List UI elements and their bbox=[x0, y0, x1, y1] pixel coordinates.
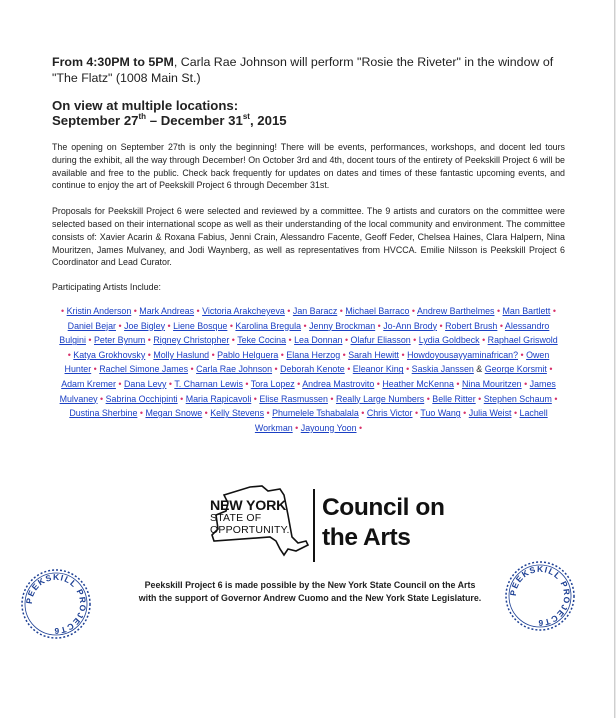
artist-link[interactable]: Rigney Christopher bbox=[153, 335, 230, 346]
council-line-1: Council on bbox=[322, 494, 445, 521]
artist-link[interactable]: Olafur Eliasson bbox=[350, 335, 411, 346]
artist-bullet: • bbox=[211, 349, 215, 360]
funding-line-1: Peekskill Project 6 is made possible by the New York State Council on the Arts bbox=[144, 580, 476, 590]
council-text bbox=[322, 493, 445, 553]
artist-link[interactable]: Howdoyousayyaminafrican? bbox=[407, 349, 519, 360]
artist-bullet: • bbox=[330, 393, 334, 404]
artist-link[interactable]: Tuo Wang bbox=[420, 408, 461, 419]
artist-link[interactable]: Heather McKenna bbox=[382, 378, 454, 389]
artist-link[interactable]: Lea Donnan bbox=[294, 335, 343, 346]
artist-bullet: • bbox=[229, 320, 233, 331]
artist-link[interactable]: Lachell Workman bbox=[254, 408, 548, 433]
artist-bullet: • bbox=[295, 422, 299, 433]
artist-bullet: • bbox=[344, 335, 349, 346]
artist-link[interactable]: Nina Mouritzen bbox=[461, 378, 522, 389]
artist-link[interactable]: Kristin Anderson bbox=[66, 305, 132, 316]
artist-link[interactable]: Deborah Kenote bbox=[280, 364, 345, 375]
seal-text: PEEKSKILL PROJECT6 bbox=[23, 571, 89, 637]
document-content bbox=[52, 54, 565, 435]
artist-link[interactable]: Carla Rae Johnson bbox=[196, 364, 273, 375]
ny-line-1: NEW YORK bbox=[210, 498, 287, 514]
artist-bullet: • bbox=[552, 305, 556, 316]
artist-bullet: • bbox=[204, 408, 208, 419]
artist-bullet: • bbox=[67, 349, 71, 360]
artist-link[interactable]: Teke Cocina bbox=[237, 335, 287, 346]
artist-bullet: • bbox=[524, 378, 528, 389]
artist-bullet: • bbox=[196, 305, 200, 316]
artist-bullet: • bbox=[118, 320, 122, 331]
artist-link[interactable]: Maria Rapicavoli bbox=[185, 393, 252, 404]
artist-bullet: • bbox=[274, 364, 278, 375]
ny-line-2: STATE OF bbox=[210, 512, 262, 524]
end-date: December 31 bbox=[160, 113, 243, 128]
artists-heading: Participating Artists Include: bbox=[52, 282, 162, 293]
nysca-logo bbox=[210, 485, 460, 565]
artist-bullet: • bbox=[297, 378, 301, 389]
artist-link[interactable]: Karolina Bregula bbox=[235, 320, 302, 331]
artist-link[interactable]: Robert Brush bbox=[445, 320, 498, 331]
artist-bullet: • bbox=[359, 422, 363, 433]
artist-bullet: • bbox=[280, 349, 284, 360]
funding-line-2: with the support of Governor Andrew Cuomo and the New York State Legislature. bbox=[138, 593, 482, 603]
seal-text: PEEKSKILL PROJECT6 bbox=[507, 563, 573, 629]
artist-link[interactable]: Rachel Simone James bbox=[99, 364, 189, 375]
performance-time: From 4:30PM to 5PM bbox=[52, 55, 174, 69]
artist-bullet: • bbox=[554, 393, 558, 404]
artist-link[interactable]: Stephen Schaum bbox=[483, 393, 552, 404]
artist-link[interactable]: Raphael Griswold bbox=[487, 335, 558, 346]
artist-bullet: • bbox=[287, 305, 291, 316]
start-date: September 27 bbox=[52, 113, 139, 128]
council-line-2: the Arts bbox=[322, 524, 411, 551]
artist-link[interactable]: Pablo Helguera bbox=[217, 349, 279, 360]
artist-link[interactable]: Joe Bigley bbox=[124, 320, 166, 331]
artist-bullet: • bbox=[347, 364, 351, 375]
opening-paragraph: The opening on September 27th is only the beginning! There will be events, performances, workshops, and docent led tours during the exhibit, all the way through December! On October 3rd and 4th, docent tours of the entirety of Peekskill Project 6 will be available and free to the public. Check back frequently for updates on dates and times of these fantastic upcoming events, and continue to enjoy the art of Peekskill Project 6 through December 31st. bbox=[52, 142, 565, 191]
artist-link[interactable]: Elana Herzog bbox=[286, 349, 341, 360]
artist-link[interactable]: Elise Rasmussen bbox=[259, 393, 328, 404]
artist-bullet: • bbox=[147, 349, 151, 360]
artist-bullet: • bbox=[513, 408, 518, 419]
artist-link[interactable]: Andrew Barthelmes bbox=[417, 305, 495, 316]
artist-link[interactable]: Michael Barraco bbox=[345, 305, 410, 316]
artist-link[interactable]: Megan Snowe bbox=[145, 408, 203, 419]
artist-bullet: • bbox=[401, 349, 405, 360]
artist-bullet: • bbox=[414, 408, 419, 419]
artist-bullet: • bbox=[339, 305, 343, 316]
artist-bullet: • bbox=[463, 408, 467, 419]
committee-paragraph: Proposals for Peekskill Project 6 were selected and reviewed by a committee. The 9 artists and curators on the committee were selected based on their international scope as well as their understanding of the local community and environment. The committee consists of: Xavier Acarin & Roxana Fabius, Jenni Crain, Alessandro Facente, Geoff Feder, Chelsea Haines, Clara Halpern, Nina Mouritzen, James Mulvaney, and Jodi Waynberg, as well as representatives from HVCCA. Emilie Nilsson is Peekskill Project 6 Coordinator and Lead Curator. bbox=[52, 206, 565, 268]
artists-list bbox=[58, 304, 559, 435]
artist-bullet: • bbox=[303, 320, 307, 331]
artist-bullet: • bbox=[139, 408, 143, 419]
svg-text:PEEKSKILL PROJECT6 bbox=[24, 572, 88, 636]
artist-bullet: • bbox=[439, 320, 443, 331]
artist-link[interactable]: Sabrina Occhipinti bbox=[105, 393, 178, 404]
on-view-heading bbox=[52, 98, 565, 128]
artist-link[interactable]: Katya Grokhovsky bbox=[73, 349, 146, 360]
artist-link[interactable]: Lydia Goldbeck bbox=[418, 335, 480, 346]
date-dash: – bbox=[146, 113, 161, 128]
artist-link[interactable]: Belle Ritter bbox=[432, 393, 476, 404]
artist-link[interactable]: Saskia Janssen bbox=[411, 364, 474, 375]
end-date-suffix: st bbox=[242, 112, 250, 121]
artist-bullet: • bbox=[456, 378, 460, 389]
funding-note bbox=[110, 579, 510, 605]
artist-link[interactable]: Molly Haslund bbox=[153, 349, 210, 360]
artist-bullet: • bbox=[549, 364, 553, 375]
artist-bullet: • bbox=[361, 408, 365, 419]
artist-link[interactable]: Victoria Arakcheyeva bbox=[202, 305, 285, 316]
artist-bullet: • bbox=[499, 320, 503, 331]
artist-bullet: • bbox=[93, 364, 97, 375]
artist-link[interactable]: Tora Lopez bbox=[250, 378, 295, 389]
artist-bullet: • bbox=[180, 393, 184, 404]
artist-bullet: • bbox=[168, 378, 172, 389]
artist-link[interactable]: T. Charnan Lewis bbox=[174, 378, 243, 389]
peekskill-project-seal-icon bbox=[504, 560, 576, 632]
artist-link[interactable]: Peter Bynum bbox=[93, 335, 146, 346]
artist-bullet: • bbox=[406, 364, 410, 375]
artist-bullet: • bbox=[167, 320, 171, 331]
peekskill-project-seal-icon bbox=[20, 568, 92, 640]
logo-divider bbox=[313, 489, 315, 562]
artist-link[interactable]: Jo-Ann Brody bbox=[383, 320, 438, 331]
svg-text:PEEKSKILL PROJECT6 bbox=[508, 564, 572, 628]
artist-link[interactable]: Man Bartlett bbox=[502, 305, 551, 316]
artist-link[interactable]: Adam Kremer bbox=[61, 378, 116, 389]
artist-bullet: • bbox=[266, 408, 270, 419]
artist-bullet: • bbox=[61, 305, 65, 316]
artist-link[interactable]: Sarah Hewitt bbox=[348, 349, 400, 360]
artist-bullet: • bbox=[231, 335, 235, 346]
artist-link[interactable]: Chris Victor bbox=[366, 408, 413, 419]
artist-bullet: • bbox=[118, 378, 122, 389]
artist-bullet: • bbox=[377, 320, 381, 331]
artist-bullet: • bbox=[413, 335, 417, 346]
artist-link[interactable]: Kelly Stevens bbox=[210, 408, 265, 419]
artist-link[interactable]: Owen Hunter bbox=[64, 349, 550, 375]
artist-link[interactable]: Dana Levy bbox=[123, 378, 167, 389]
artist-link[interactable]: Daniel Bejar bbox=[67, 320, 117, 331]
on-view-line: On view at multiple locations: bbox=[52, 98, 239, 113]
artist-bullet: • bbox=[482, 335, 486, 346]
artist-bullet: • bbox=[133, 305, 137, 316]
artist-bullet: • bbox=[342, 349, 346, 360]
artist-link[interactable]: James Mulvaney bbox=[59, 378, 556, 404]
artist-link[interactable]: Jenny Brockman bbox=[309, 320, 376, 331]
performance-details: , Carla Rae Johnson will perform "Rosie the Riveter" in the window of "The Flatz" (1008 Main St.) bbox=[52, 55, 554, 85]
start-date-suffix: th bbox=[138, 112, 147, 121]
artist-link[interactable]: Phumelele Tshabalala bbox=[272, 408, 359, 419]
artist-link[interactable]: George Korsmit bbox=[484, 364, 547, 375]
artist-link[interactable]: Mark Andreas bbox=[139, 305, 195, 316]
artist-link[interactable]: Julia Weist bbox=[468, 408, 512, 419]
year: , 2015 bbox=[249, 113, 287, 128]
artist-bullet: • bbox=[190, 364, 194, 375]
artist-bullet: • bbox=[520, 349, 524, 360]
on-view-dates bbox=[52, 113, 565, 128]
artist-link[interactable]: Andrea Mastrovito bbox=[302, 378, 375, 389]
artist-bullet: • bbox=[88, 335, 92, 346]
artist-bullet: • bbox=[496, 305, 501, 316]
artist-link[interactable]: Jayoung Yoon bbox=[300, 422, 357, 433]
artist-bullet: • bbox=[376, 378, 380, 389]
artist-bullet: • bbox=[253, 393, 257, 404]
artist-link[interactable]: Jan Baracz bbox=[292, 305, 338, 316]
artist-bullet: • bbox=[478, 393, 482, 404]
artist-ampersand: & bbox=[473, 364, 485, 375]
artist-link[interactable]: Liene Bosque bbox=[173, 320, 228, 331]
artist-link[interactable]: Alessandro Bulgini bbox=[59, 320, 550, 346]
artist-bullet: • bbox=[411, 305, 416, 316]
artist-bullet: • bbox=[426, 393, 430, 404]
artist-bullet: • bbox=[147, 335, 151, 346]
artist-bullet: • bbox=[245, 378, 249, 389]
performance-announcement bbox=[52, 54, 565, 86]
artist-link[interactable]: Eleanor King bbox=[352, 364, 404, 375]
artist-bullet: • bbox=[100, 393, 104, 404]
ny-state-text bbox=[210, 500, 290, 536]
artist-link[interactable]: Really Large Numbers bbox=[335, 393, 425, 404]
ny-line-3: OPPORTUNITY. bbox=[210, 524, 290, 536]
artist-link[interactable]: Dustina Sherbine bbox=[69, 408, 138, 419]
artist-bullet: • bbox=[288, 335, 292, 346]
